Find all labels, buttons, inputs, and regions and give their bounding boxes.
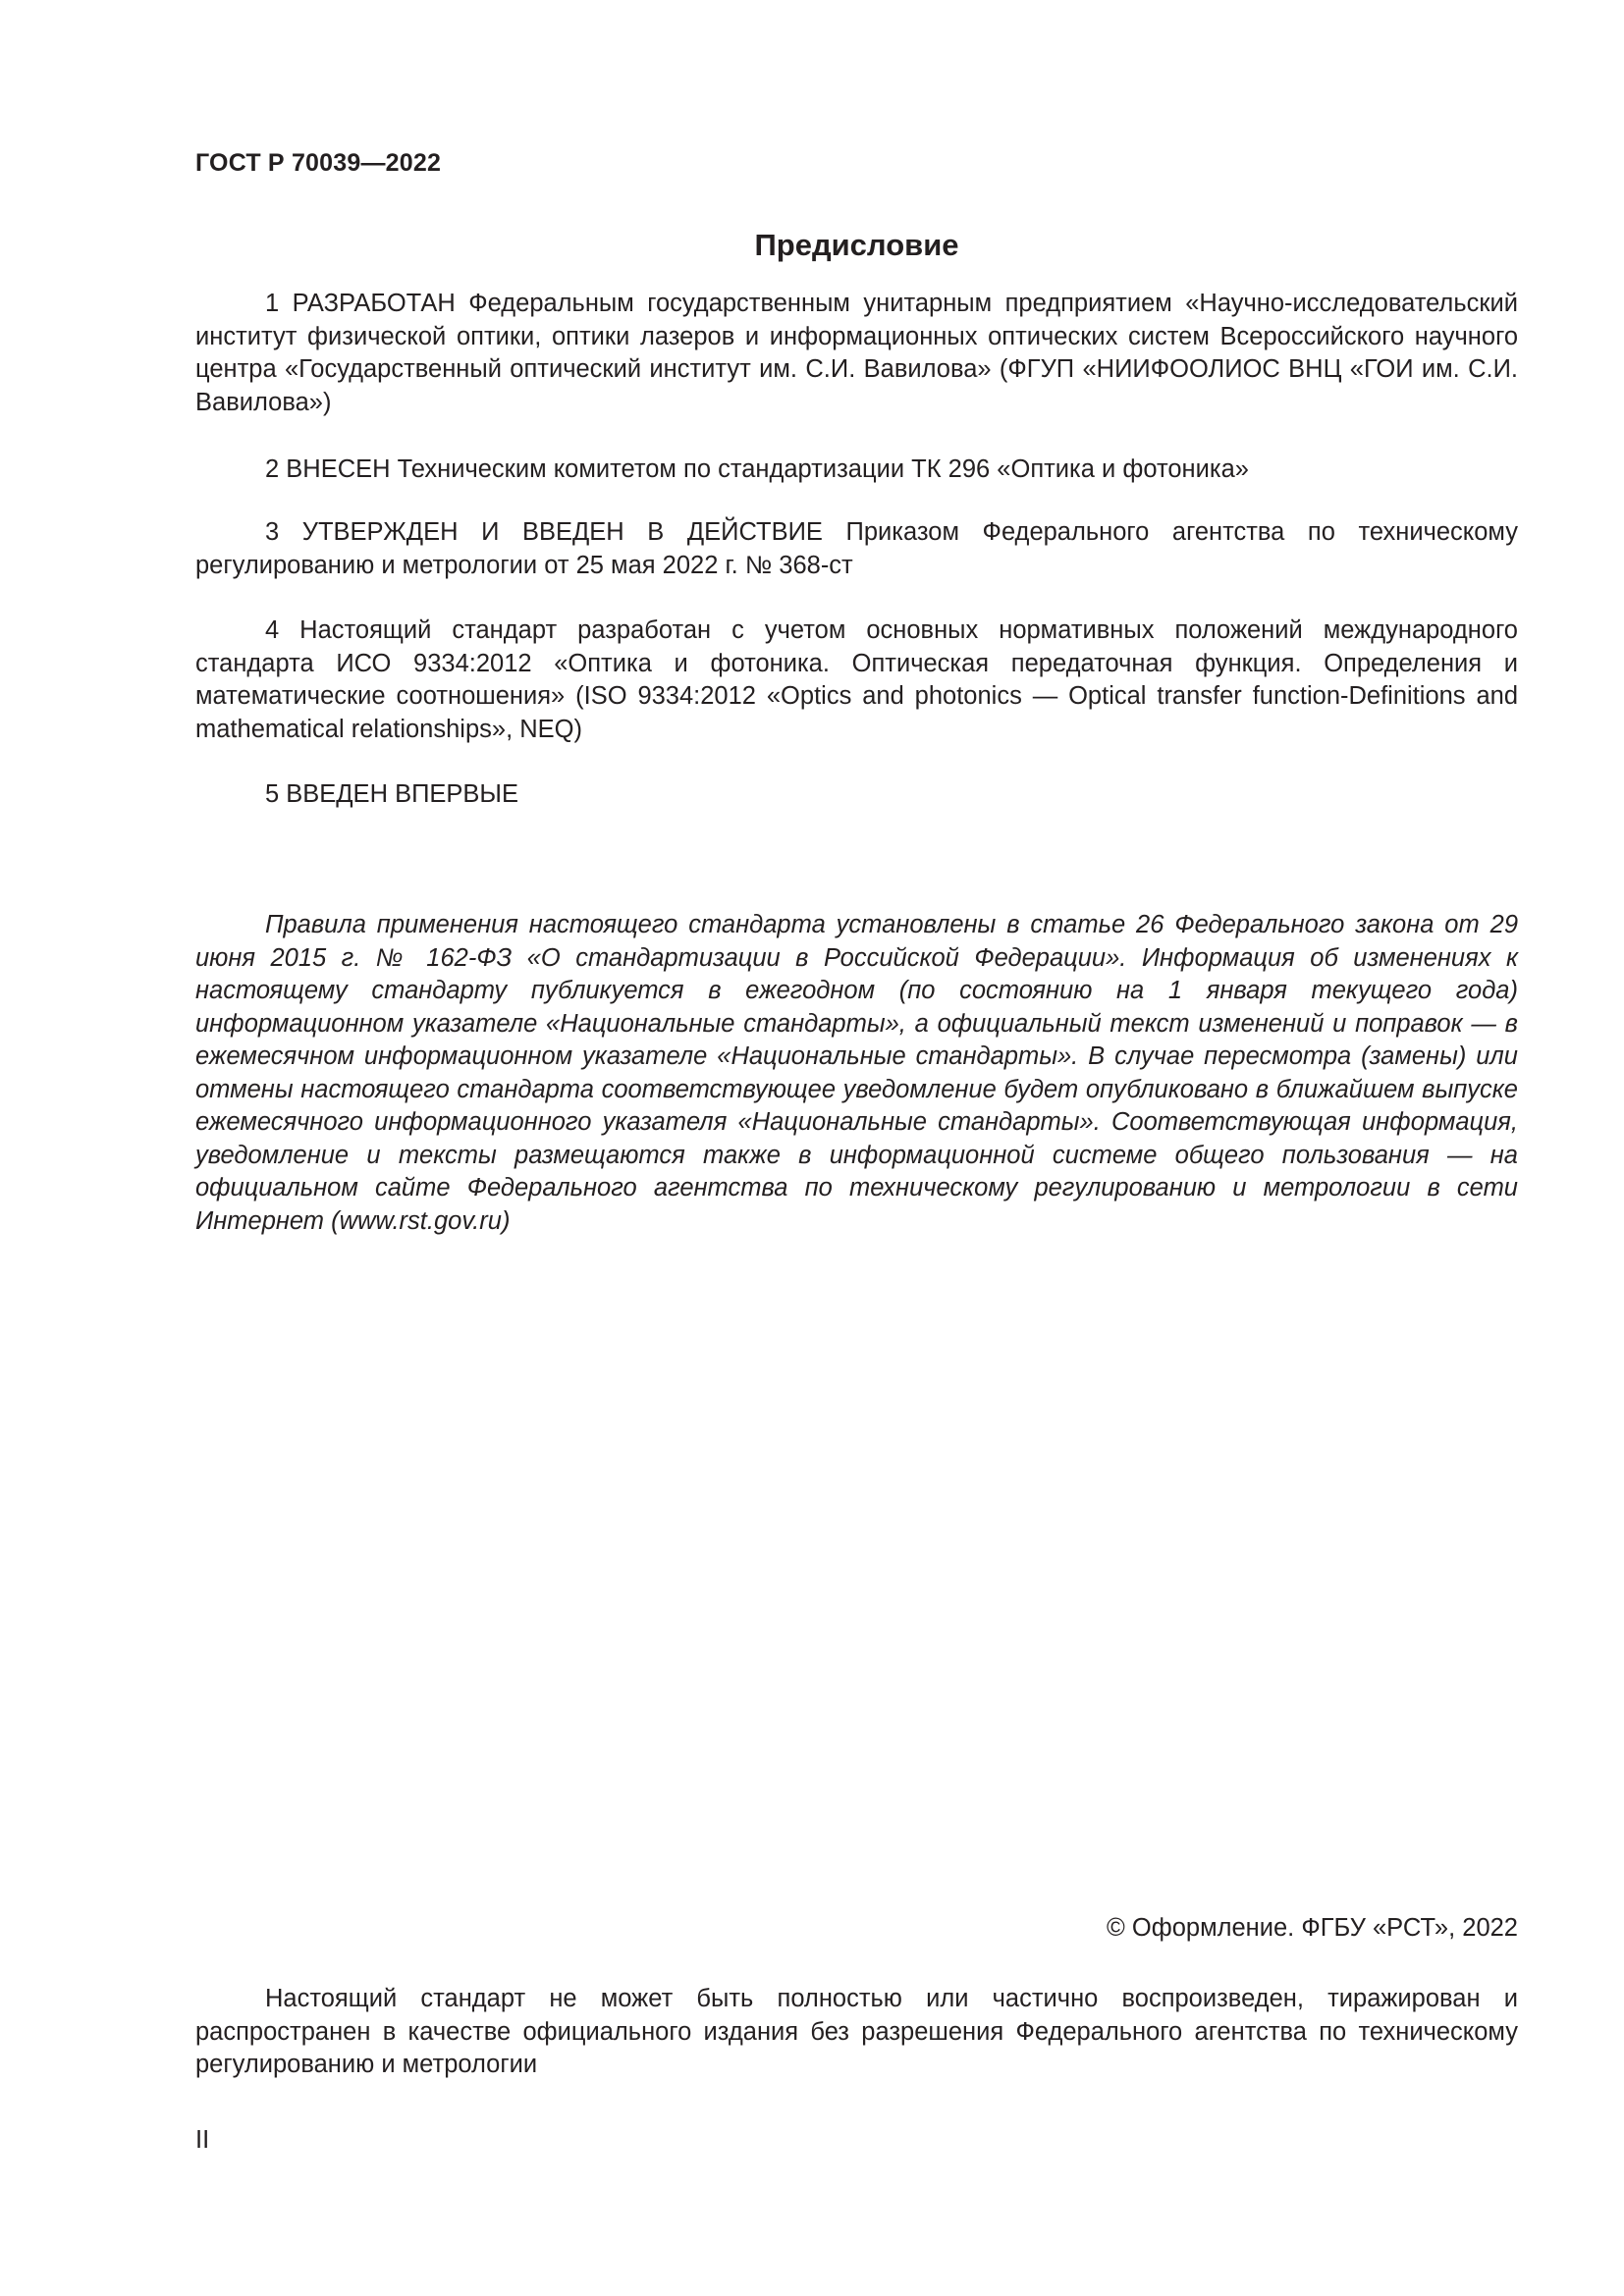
copyright-notice: © Оформление. ФГБУ «РСТ», 2022	[1107, 1914, 1518, 1942]
application-rules-note: Правила применения настоящего стандарта установлены в статье 26 Федерального закона от 29 июня 2015 г. № 162-ФЗ «О стандартизации в Российской Федерации». Информация об изменениях к настоящему стандарту публикуется в ежегодном (по состоянию на 1 января текущего года) информационном указателе «Национальные стандарты», а официальный текст изменений и поправок — в ежемесячном информационном указателе «Национальные стандарты». В случае пересмотра (замены) или отмены настоящего стандарта соответствующее уведомление будет опубликовано в ближайшем выпуске ежемесячного информационного указателя «Национальные стандарты». Соответствующая информация, уведомление и тексты размещаются также в информационной системе общего пользования — на официальном сайте Федерального агентства по техническому регулированию и метрологии в сети Интернет (www.rst.gov.ru)	[195, 911, 1518, 1235]
preface-item-1: 1 РАЗРАБОТАН Федеральным государственным унитарным предприятием «Научно-исследовательский институт физической оптики, оптики лазеров и информационных оптических систем Всероссийского научного центра «Государственный оптический институт им. С.И. Вавилова» (ФГУП «НИИФООЛИОС ВНЦ «ГОИ им. С.И. Вавилова»)	[195, 290, 1518, 416]
preface-item-4: 4 Настоящий стандарт разработан с учетом основных нормативных положений международного стандарта ИСО 9334:2012 «Оптика и фотоника. Оптическая передаточная функция. Определения и математические соотношения» (ISO 9334:2012 «Optics and photonics — Optical transfer function-Definitions and mathematical relationships», NEQ)	[195, 616, 1518, 743]
document-code-header: ГОСТ Р 70039—2022	[195, 149, 442, 177]
preface-item-2: 2 ВНЕСЕН Техническим комитетом по стандартизации ТК 296 «Оптика и фотоника»	[265, 455, 1249, 483]
preface-item-5: 5 ВВЕДЕН ВПЕРВЫЕ	[265, 780, 519, 808]
reproduction-notice: Настоящий стандарт не может быть полностью или частично воспроизведен, тиражирован и распространен в качестве официального издания без разрешения Федерального агентства по техническому регулированию и метрологии	[195, 1985, 1518, 2078]
page-number: II	[195, 2126, 210, 2154]
preface-item-3: 3 УТВЕРЖДЕН И ВВЕДЕН В ДЕЙСТВИЕ Приказом Федерального агентства по техническому регулированию и метрологии от 25 мая 2022 г. № 368-ст	[195, 518, 1518, 579]
page-title: Предисловие	[754, 228, 959, 262]
